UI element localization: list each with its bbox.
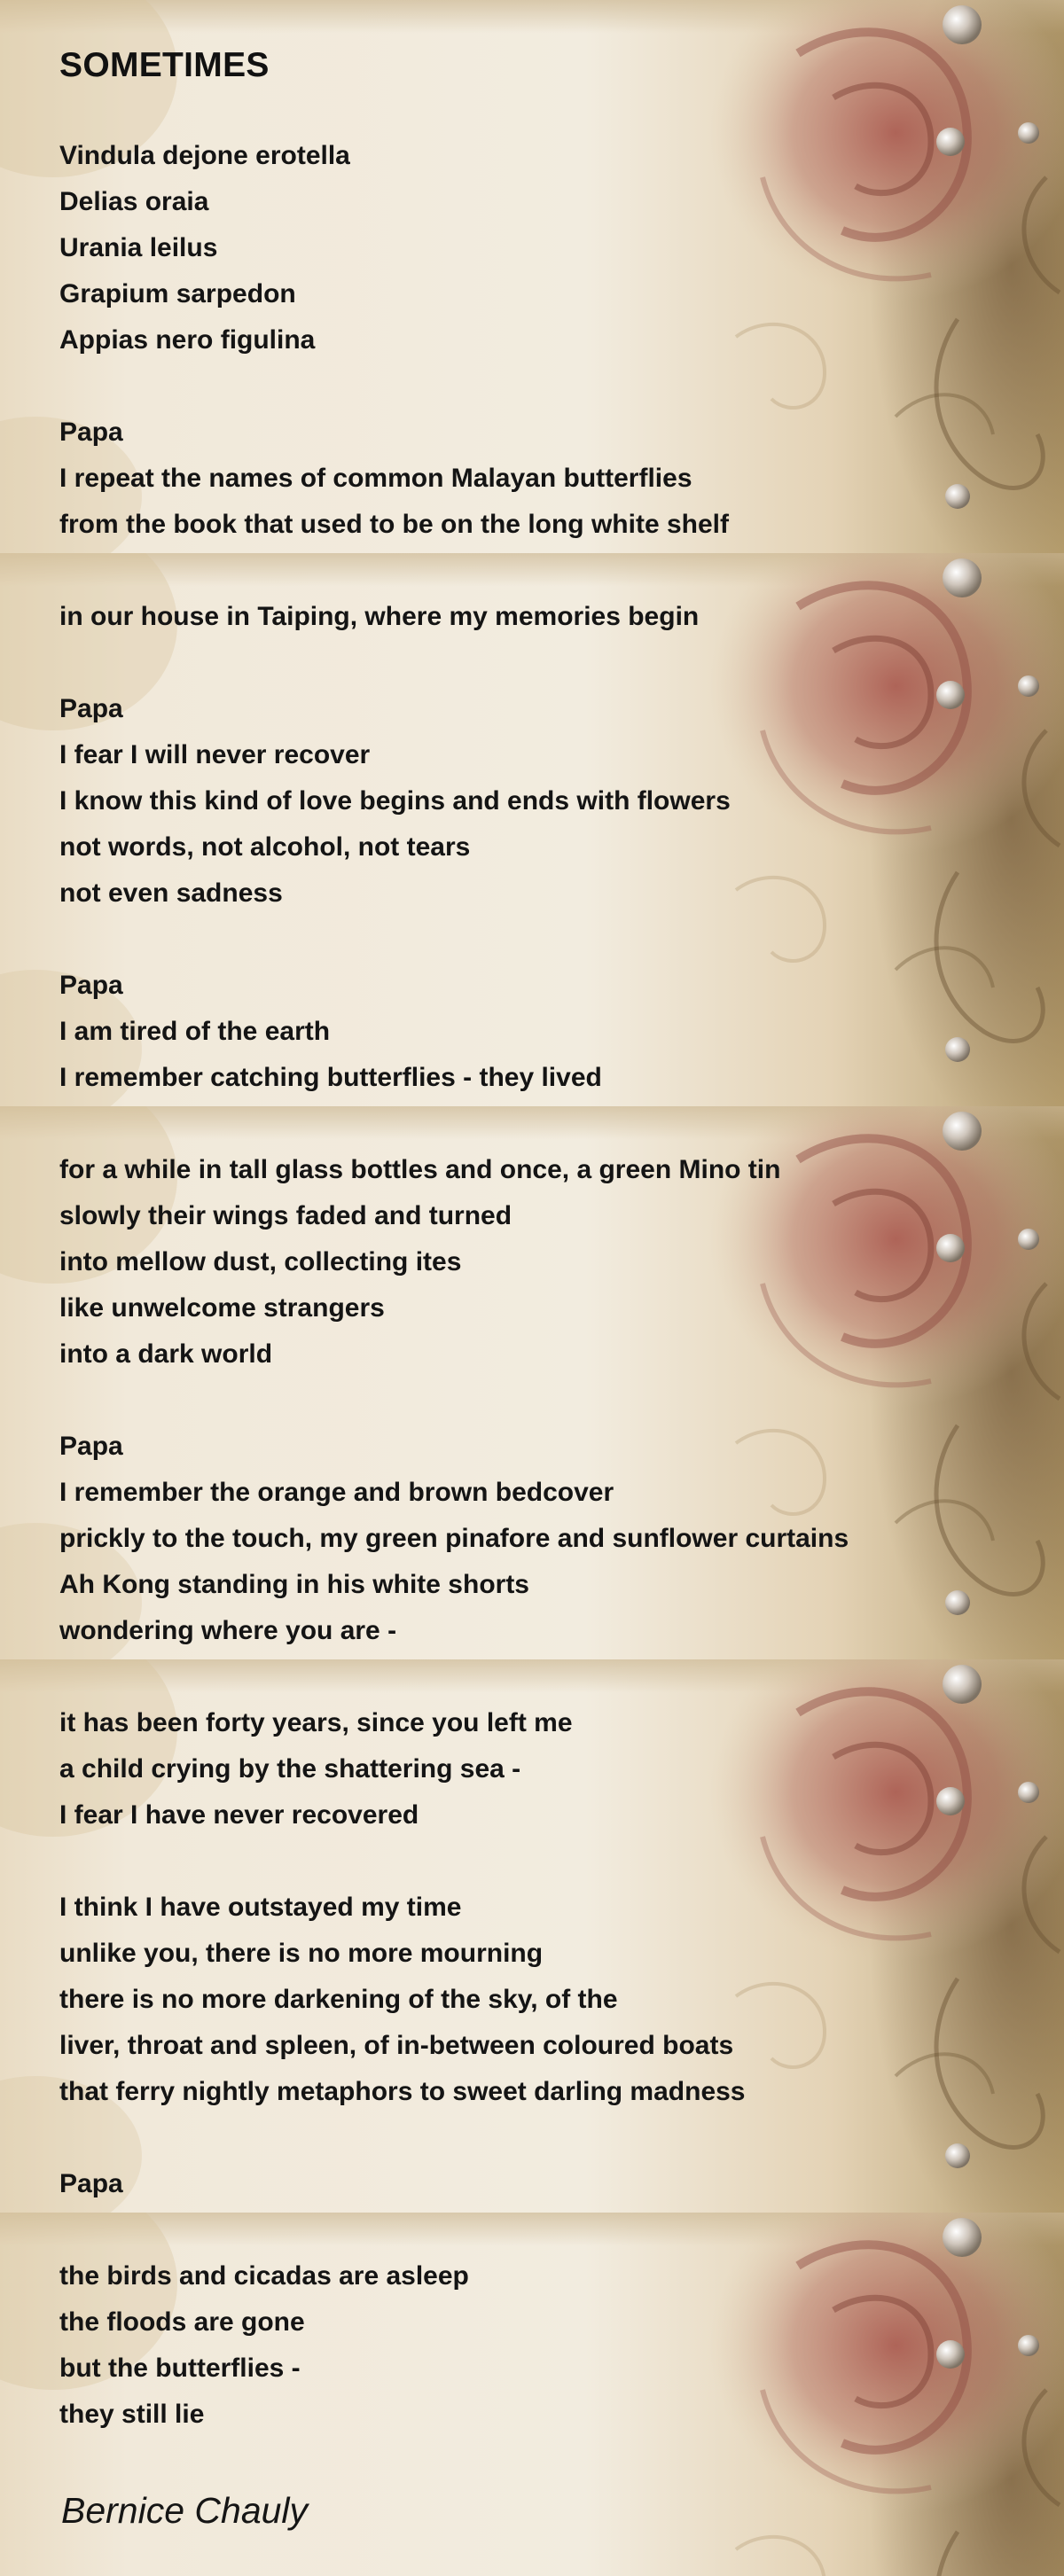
poem-line: slowly their wings faded and turned [59, 1201, 512, 1230]
poem-line: but the butterflies - [59, 2354, 301, 2383]
poem-line: that ferry nightly metaphors to sweet darling madness [59, 2077, 746, 2106]
poem-line: Papa [59, 2169, 123, 2198]
poem-line: unlike you, there is no more mourning [59, 1939, 544, 1968]
poem-line: into a dark world [59, 1339, 273, 1369]
poem-line: like unwelcome strangers [59, 1293, 385, 1323]
poem-line: Delias oraia [59, 187, 209, 216]
poem-line: I remember catching butterflies - they lived [59, 1063, 602, 1092]
poem-line: Papa [59, 1432, 123, 1461]
poem-line: Papa [59, 971, 123, 1000]
poem-line: in our house in Taiping, where my memories begin [59, 602, 700, 631]
poem-line: I know this kind of love begins and ends with flowers [59, 786, 731, 816]
poem-line: into mellow dust, collecting ites [59, 1247, 462, 1276]
poem-line: Urania leilus [59, 233, 218, 262]
poem-line: not even sadness [59, 878, 283, 908]
poem-line: I remember the orange and brown bedcover [59, 1478, 614, 1507]
poem-title: SOMETIMES [59, 46, 270, 84]
poem-line: Papa [59, 694, 123, 723]
poem-line: liver, throat and spleen, of in-between coloured boats [59, 2031, 734, 2060]
poem-line: prickly to the touch, my green pinafore and sunflower curtains [59, 1524, 849, 1553]
poem-line: I think I have outstayed my time [59, 1893, 462, 1922]
poem-line: Ah Kong standing in his white shorts [59, 1570, 529, 1599]
poem-author: Bernice Chauly [61, 2490, 309, 2531]
poem-line: from the book that used to be on the long white shelf [59, 510, 729, 539]
poem-line: not words, not alcohol, not tears [59, 832, 471, 862]
poem-line: the birds and cicadas are asleep [59, 2261, 469, 2291]
poem-line: Grapium sarpedon [59, 279, 296, 308]
poem-line: it has been forty years, since you left me [59, 1708, 573, 1737]
poem-line: Appias nero figulina [59, 325, 316, 355]
poem-line: there is no more darkening of the sky, of the [59, 1985, 618, 2014]
poem-line: wondering where you are - [59, 1616, 397, 1645]
poem-line: they still lie [59, 2400, 205, 2429]
poem-line: I fear I will never recover [59, 740, 371, 769]
poem-line: I am tired of the earth [59, 1017, 331, 1046]
poem-line: a child crying by the shattering sea - [59, 1754, 521, 1784]
poem-line: Vindula dejone erotella [59, 141, 350, 170]
poem-line: the floods are gone [59, 2307, 305, 2337]
poem-line: for a while in tall glass bottles and once, a green Mino tin [59, 1155, 781, 1184]
poem-card [59, 0, 1017, 2576]
poem-line: I repeat the names of common Malayan butterflies [59, 464, 692, 493]
poem-line: I fear I have never recovered [59, 1800, 419, 1830]
poem-line: Papa [59, 418, 123, 447]
